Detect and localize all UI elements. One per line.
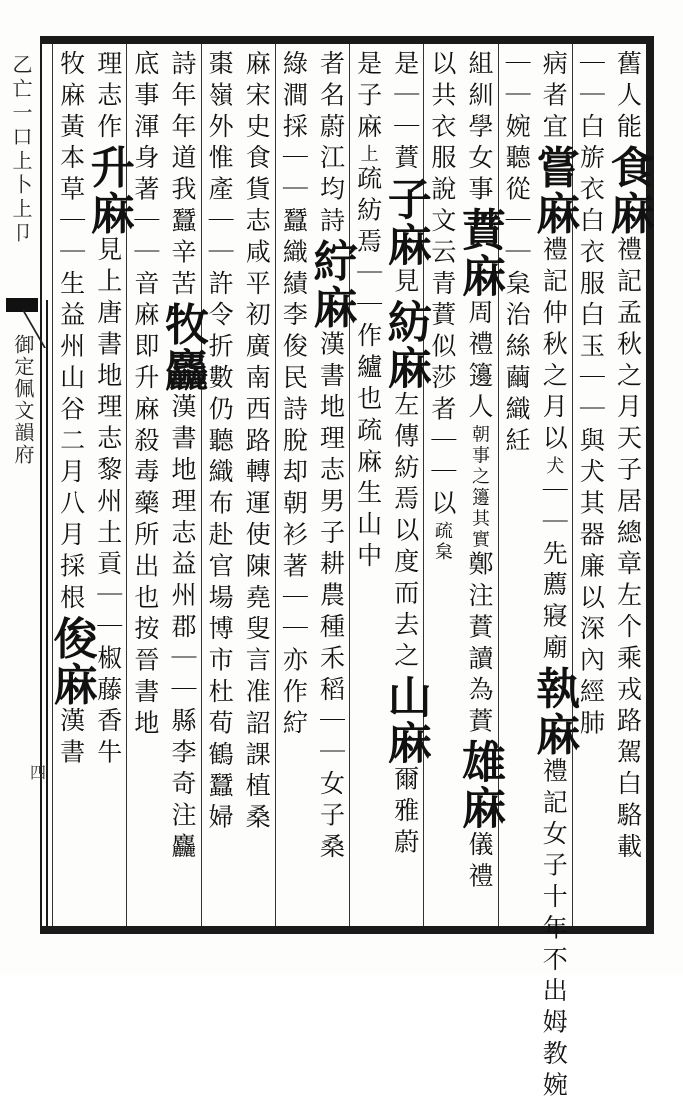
column-text: ｜｜: [502, 50, 532, 113]
column-text: 儀禮: [464, 831, 494, 894]
column-text: 麻宋史食貨志咸平初廣南西路轉運使陳堯叟言准詔課植桑: [242, 50, 272, 835]
column-text: 疏麻生山中: [353, 416, 383, 574]
column-text: 左傳紡焉以度而去之: [390, 391, 420, 674]
column-text: 者名蔚江均詩: [316, 50, 346, 239]
column-text: 漢書: [56, 707, 86, 771]
column-text: 上: [357, 144, 379, 166]
column-text: 疏枲: [431, 521, 453, 564]
text-column: [45, 50, 97, 922]
column-text: 是子麻: [353, 50, 383, 145]
headword: 食麻: [602, 144, 654, 237]
column-text: 犬: [543, 456, 565, 478]
column-text: 周禮籩人: [464, 299, 494, 425]
column-text: 詩年年道我蠶辛苦: [167, 50, 197, 302]
frame-top-border: [40, 36, 654, 44]
headword: 子麻: [379, 175, 431, 268]
column-text: 黃本草｜｜生益州山谷二月八月採根: [56, 112, 86, 616]
column-text: ｜｜先薦寢廟: [539, 477, 569, 666]
column-text: 蠶織績李俊民詩脫却朝衫著｜｜亦作紵: [279, 207, 309, 741]
column-text: 音麻即升麻殺毒藥所出也按晉書地: [130, 269, 160, 741]
column-text: 朝事之籩其實: [468, 424, 490, 551]
headword: 俊麻: [45, 615, 97, 708]
column-text: 禮記仲秋之月以: [539, 236, 569, 457]
headword: 執麻: [528, 665, 580, 758]
column-text: 牧麻: [56, 50, 86, 113]
column-text: ｜｜: [576, 50, 606, 113]
column-text: 見: [390, 267, 420, 300]
folio-number: 四: [30, 763, 47, 782]
headword: 蕡麻: [453, 207, 505, 299]
column-text: 組紃學女事: [464, 50, 494, 207]
column-text: 以共衣服: [427, 50, 457, 176]
column-text: 漢書地理志益州郡｜｜縣李奇注麤: [167, 393, 197, 865]
column-text: 棗嶺外惟產｜｜許令折數仍聽織布赴官場博市杜荀鶴蠶婦: [205, 50, 235, 835]
column-text: 禮記孟秋之月天子居總章左个乘戎路駕白駱載: [613, 236, 643, 865]
column-text: 爾雅蔚: [390, 765, 420, 860]
column-text: 是｜｜蕡: [390, 50, 420, 176]
column-text: 綠澗採｜｜: [279, 50, 309, 207]
column-text: 漢書地理志男子耕農種禾稻｜｜女子桑: [316, 330, 346, 865]
headword: 紵麻: [305, 238, 357, 331]
column-text: 理志作: [93, 50, 123, 145]
column-text: 鄭注蕡讀為蕡: [464, 550, 494, 740]
column-text: 舊人能: [613, 50, 643, 145]
margin-strip: [2, 44, 40, 926]
headword: 山麻: [379, 673, 431, 766]
headword: 嘗麻: [528, 144, 580, 237]
headword: 雄麻: [453, 739, 505, 832]
headword: 紡麻: [379, 299, 431, 392]
column-text: 病者宜: [539, 50, 569, 145]
column-text: 底事渾身著｜｜: [130, 50, 160, 270]
headword: 牧麤: [156, 301, 208, 394]
headword: 升麻: [82, 144, 134, 237]
column-text: 婉聽從｜｜枲治絲繭織紝: [502, 112, 532, 459]
column-text: 疏紡焉｜｜作纑也: [353, 165, 383, 417]
column-text: 禮記女子十年不出姆教婉: [539, 757, 569, 1103]
column-text: 說文云青蕡似莎者｜｜以: [427, 175, 457, 522]
column-text: 白旂衣白衣服白玉｜｜與犬其器廉以深內經肺: [576, 112, 606, 741]
column-text: 見上唐書地理志黎州土貢｜｜椒藤香牛: [93, 236, 123, 771]
book-title: 御定佩文韻府: [11, 334, 35, 466]
margin-top-chars: 乙亡一口上卜上卩: [9, 54, 33, 246]
frame-left-border: [40, 36, 42, 934]
